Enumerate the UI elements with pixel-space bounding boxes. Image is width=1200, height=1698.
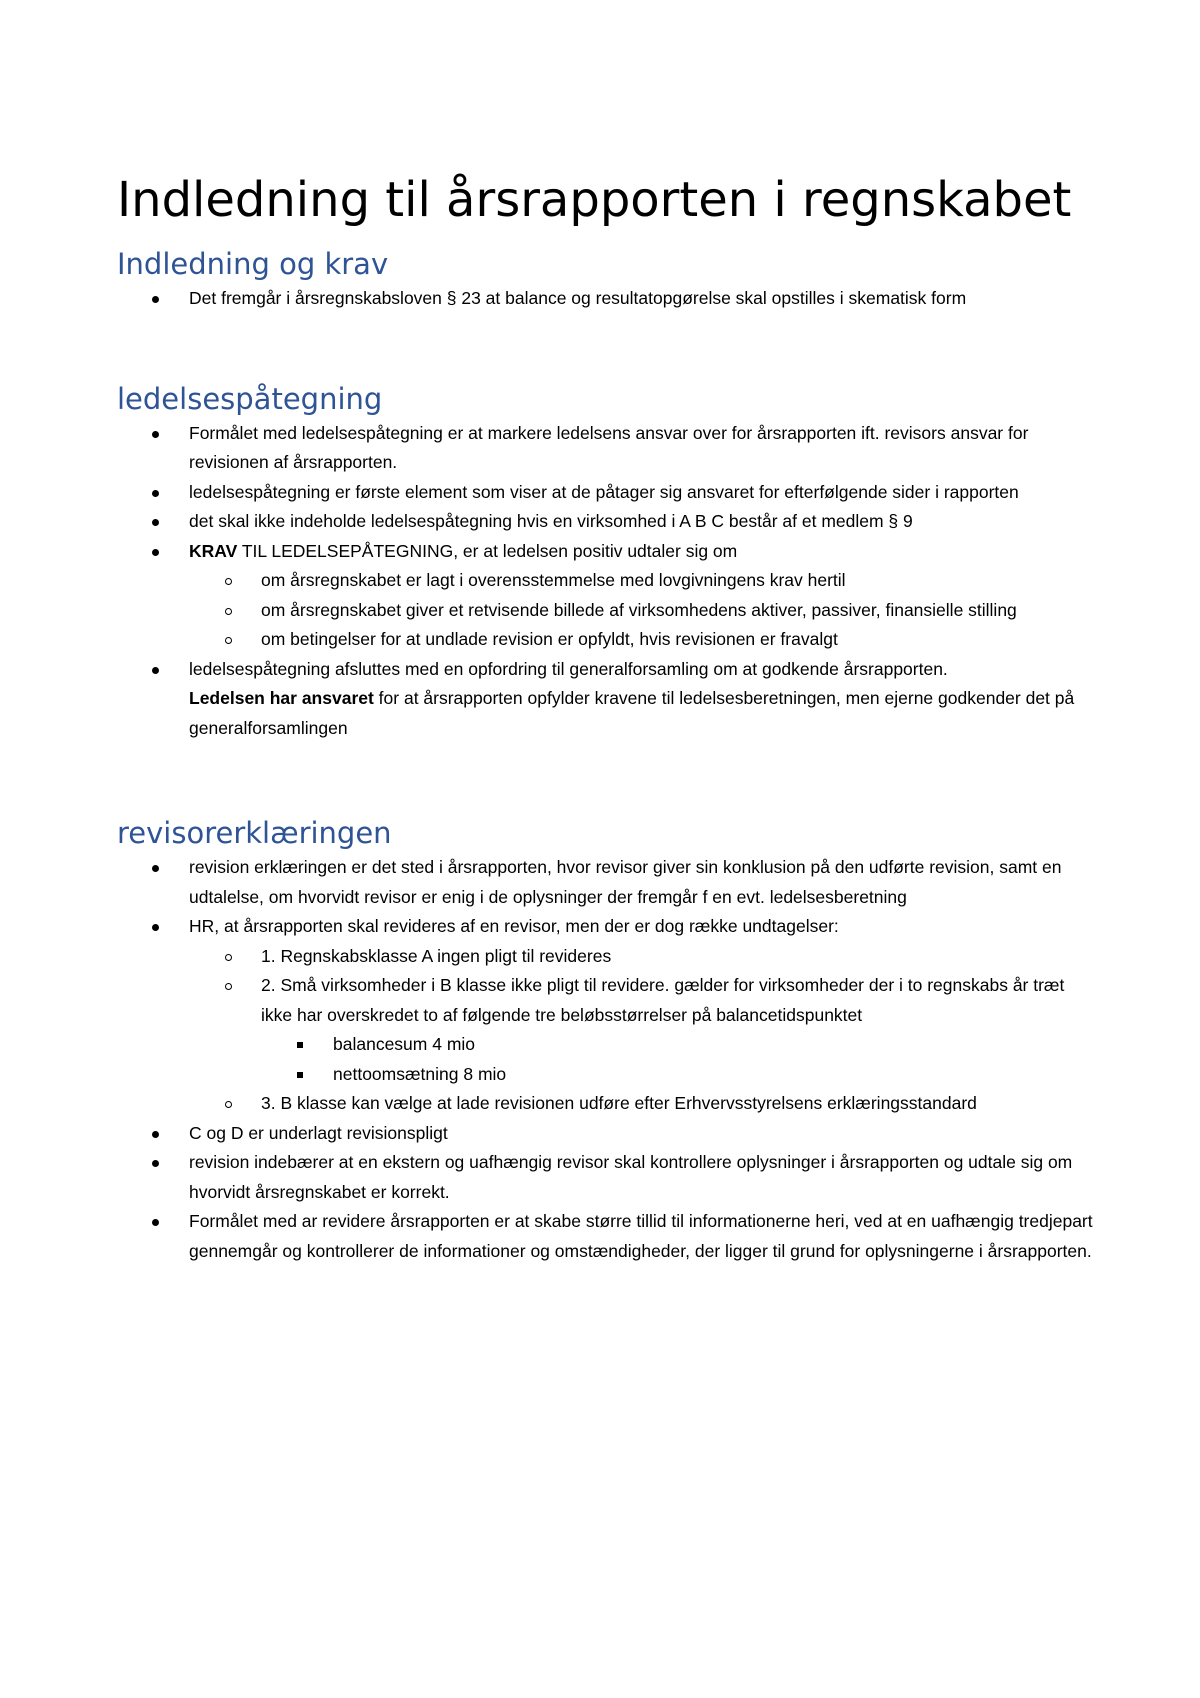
- bullet-icon: [152, 519, 159, 526]
- list-item-text: Det fremgår i årsregnskabsloven § 23 at balance og resultatopgørelse skal opstilles i skematisk form: [189, 288, 967, 308]
- sub-sub-list-item: [261, 1030, 1100, 1060]
- list-item: [117, 1119, 1100, 1149]
- bullet-icon: [152, 490, 159, 497]
- sub-sub-list-item-text: nettoomsætning 8 mio: [333, 1063, 507, 1084]
- list-item-text: C og D er underlagt revisionspligt: [189, 1122, 448, 1143]
- sub-sub-list-item: [261, 1060, 1100, 1090]
- list-item-text: HR, at årsrapporten skal revideres af en revisor, men der er dog række undtagelser:: [189, 916, 839, 936]
- sub-list-item-text: om årsregnskabet giver et retvisende billede af virksomhedens aktiver, passiver, finansielle stilling: [261, 599, 1017, 620]
- list-item: [117, 284, 1100, 314]
- list-item: [117, 507, 1100, 537]
- sub-list-item-text: 2. Små virksomheder i B klasse ikke pligt til revidere. gælder for virksomheder der i to regnskabs år træt ikke har overskredet to af følgende tre beløbsstørrelser på balancetidspunktet: [261, 975, 1065, 1025]
- list-item: [117, 1207, 1100, 1266]
- list-item-text: Formålet med ar revidere årsrapporten er at skabe større tillid til informationerne heri, ved at en uafhængig tredjepart gennemgår og kontrollerer de informationer og omstændigheder, der ligger til grund for oplysningerne i årsrapporten.: [189, 1211, 1093, 1261]
- bullet-icon: [152, 431, 159, 438]
- page-title: Indledning til årsrapporten i regnskabet: [117, 172, 1072, 228]
- list-item: [117, 853, 1100, 912]
- list-item-bold-text: Ledelsen har ansvaret: [189, 688, 374, 708]
- sub-list: [189, 942, 1100, 1119]
- bullet-icon: [152, 1219, 159, 1226]
- sub-sub-list: [261, 1030, 1100, 1089]
- list-item-text: revision indebærer at en ekstern og uafhængig revisor skal kontrollere oplysninger i årsrapporten og udtale sig om hvorvidt årsregnskabet er korrekt.: [189, 1152, 1073, 1202]
- section-heading-ledelsespategning: ledelsespåtegning: [117, 381, 383, 416]
- sub-list-item-text: 3. B klasse kan vælge at lade revisionen udføre efter Erhvervsstyrelsens erklæringsstandard: [261, 1093, 977, 1113]
- bullet-icon: [152, 924, 159, 931]
- list-item: [117, 419, 1100, 478]
- bullet-icon: [152, 1131, 159, 1138]
- list-item: [117, 655, 1100, 744]
- square-bullet-icon: [297, 1042, 303, 1048]
- list-item: [117, 478, 1100, 508]
- list-item-text: TIL LEDELSEPÅTEGNING, er at ledelsen positiv udtaler sig om: [237, 540, 738, 561]
- bullet-list: [117, 284, 1100, 314]
- circle-bullet-icon: [225, 608, 232, 615]
- sub-list-item-text: 1. Regnskabsklasse A ingen pligt til revideres: [261, 945, 612, 966]
- list-item-text: revision erklæringen er det sted i årsrapporten, hvor revisor giver sin konklusion på den udførte revision, samt en udtalelse, om hvorvidt revisor er enig i de oplysninger der fremgår f en evt. ledelsesberetning: [189, 857, 1062, 907]
- list-item-bold-text: KRAV: [189, 540, 238, 561]
- sub-list-item-text: om betingelser for at undlade revision er opfyldt, hvis revisionen er fravalgt: [261, 629, 838, 649]
- square-bullet-icon: [297, 1072, 303, 1078]
- list-item: [117, 537, 1100, 655]
- circle-bullet-icon: [225, 1101, 232, 1108]
- sub-list-item: [189, 1089, 1100, 1119]
- sub-list-item: [189, 971, 1100, 1089]
- circle-bullet-icon: [225, 983, 232, 990]
- circle-bullet-icon: [225, 954, 232, 961]
- bullet-icon: [152, 667, 159, 674]
- circle-bullet-icon: [225, 578, 232, 585]
- list-item-text: ledelsespåtegning er første element som viser at de påtager sig ansvaret for efterfølgende sider i rapporten: [189, 481, 1019, 502]
- sub-list-item: [189, 596, 1100, 626]
- bullet-list: [117, 419, 1100, 744]
- bullet-list: [117, 853, 1100, 1266]
- list-item-text: for at årsrapporten opfylder kravene til ledelsesberetningen, men ejerne godkender det på generalforsamlingen: [189, 688, 1075, 738]
- bullet-icon: [152, 296, 159, 303]
- bullet-icon: [152, 865, 159, 872]
- list-item-text: Formålet med ledelsespåtegning er at markere ledelsens ansvar over for årsrapporten ift. revisors ansvar for revisionen af årsrapporten.: [189, 422, 1029, 472]
- sub-list-item-text: om årsregnskabet er lagt i overensstemmelse med lovgivningens krav hertil: [261, 570, 846, 590]
- section-heading-indledning: Indledning og krav: [117, 247, 389, 281]
- bullet-icon: [152, 1160, 159, 1167]
- list-item-text: ledelsespåtegning afsluttes med en opfordring til generalforsamling om at godkende årsrapporten.: [189, 658, 948, 679]
- sub-sub-list-item-text: balancesum 4 mio: [333, 1034, 476, 1054]
- circle-bullet-icon: [225, 637, 232, 644]
- list-item-text: det skal ikke indeholde ledelsespåtegning hvis en virksomhed i A B C består af et medlem § 9: [189, 511, 913, 531]
- sub-list-item: [189, 566, 1100, 596]
- section-heading-revisorerklaeringen: revisorerklæringen: [117, 816, 392, 850]
- sub-list-item: [189, 942, 1100, 972]
- sub-list: [189, 566, 1100, 655]
- list-item: [117, 912, 1100, 1119]
- sub-list-item: [189, 625, 1100, 655]
- list-item: [117, 1148, 1100, 1207]
- bullet-icon: [152, 549, 159, 556]
